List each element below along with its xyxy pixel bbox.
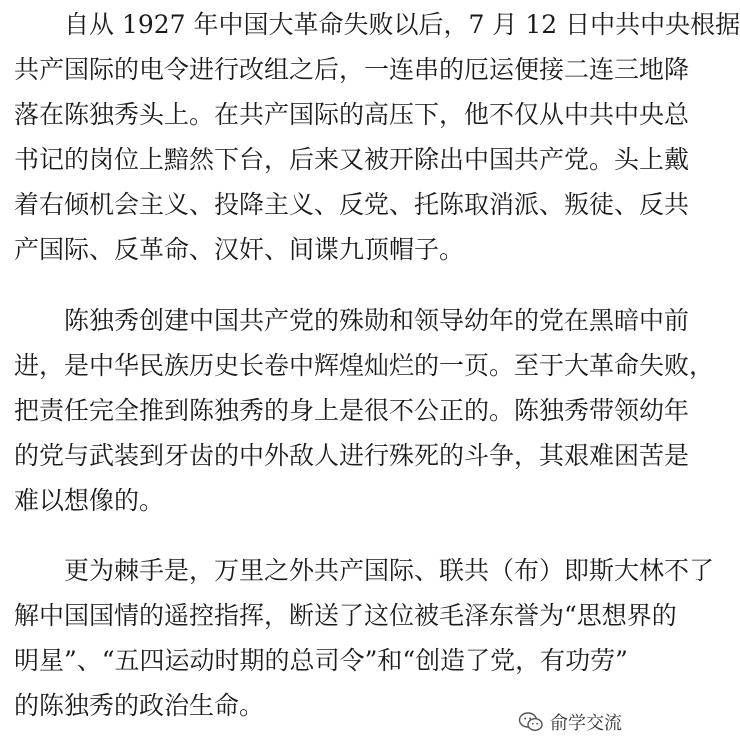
paragraph-line: 的党与武装到牙齿的中外敌人进行殊死的斗争，其艰难困苦是: [14, 441, 690, 470]
paragraph-2: [14, 298, 714, 523]
paragraph-3: [14, 548, 714, 728]
paragraph-line: 的陈独秀的政治生命。: [14, 691, 265, 720]
paragraph-line: 自从 1927 年中国大革命失败以后，7 月 12 日中共中央根据: [14, 10, 740, 39]
wechat-watermark: [514, 706, 626, 738]
paragraph-line: 陈独秀创建中国共产党的殊勋和领导幼年的党在黑暗中前: [14, 306, 690, 335]
paragraph-1: [14, 2, 740, 272]
paragraph-line: 把责任完全推到陈独秀的身上是很不公正的。陈独秀带领幼年: [14, 396, 690, 425]
paragraph-line: 更为棘手是，万里之外共产国际、联共（布）即斯大林不了: [14, 556, 715, 585]
paragraph-line: 共产国际的电令进行改组之后，一连串的厄运便接二连三地降: [14, 55, 690, 84]
paragraph-line: 着右倾机会主义、投降主义、反党、托陈取消派、叛徒、反共: [14, 190, 690, 219]
paragraph-line: 进，是中华民族历史长卷中辉煌灿烂的一页。至于大革命失败，: [14, 351, 715, 380]
paragraph-line: 产国际、反革命、汉奸、间谍九顶帽子。: [14, 235, 465, 264]
paragraph-line: 书记的岗位上黯然下台，后来又被开除出中国共产党。头上戴: [14, 145, 690, 174]
paragraph-line: 解中国国情的遥控指挥，断送了这位被毛泽东誉为“思想界的: [14, 601, 677, 630]
wechat-icon: [518, 711, 544, 733]
paragraph-line: 难以想像的。: [14, 486, 165, 515]
paragraph-line: 明星”、“五四运动时期的总司令”和“创造了党，有功劳”: [14, 646, 628, 675]
watermark-text: 俞学交流: [550, 713, 622, 734]
paragraph-line: 落在陈独秀头上。在共产国际的高压下，他不仅从中共中央总: [14, 100, 690, 129]
